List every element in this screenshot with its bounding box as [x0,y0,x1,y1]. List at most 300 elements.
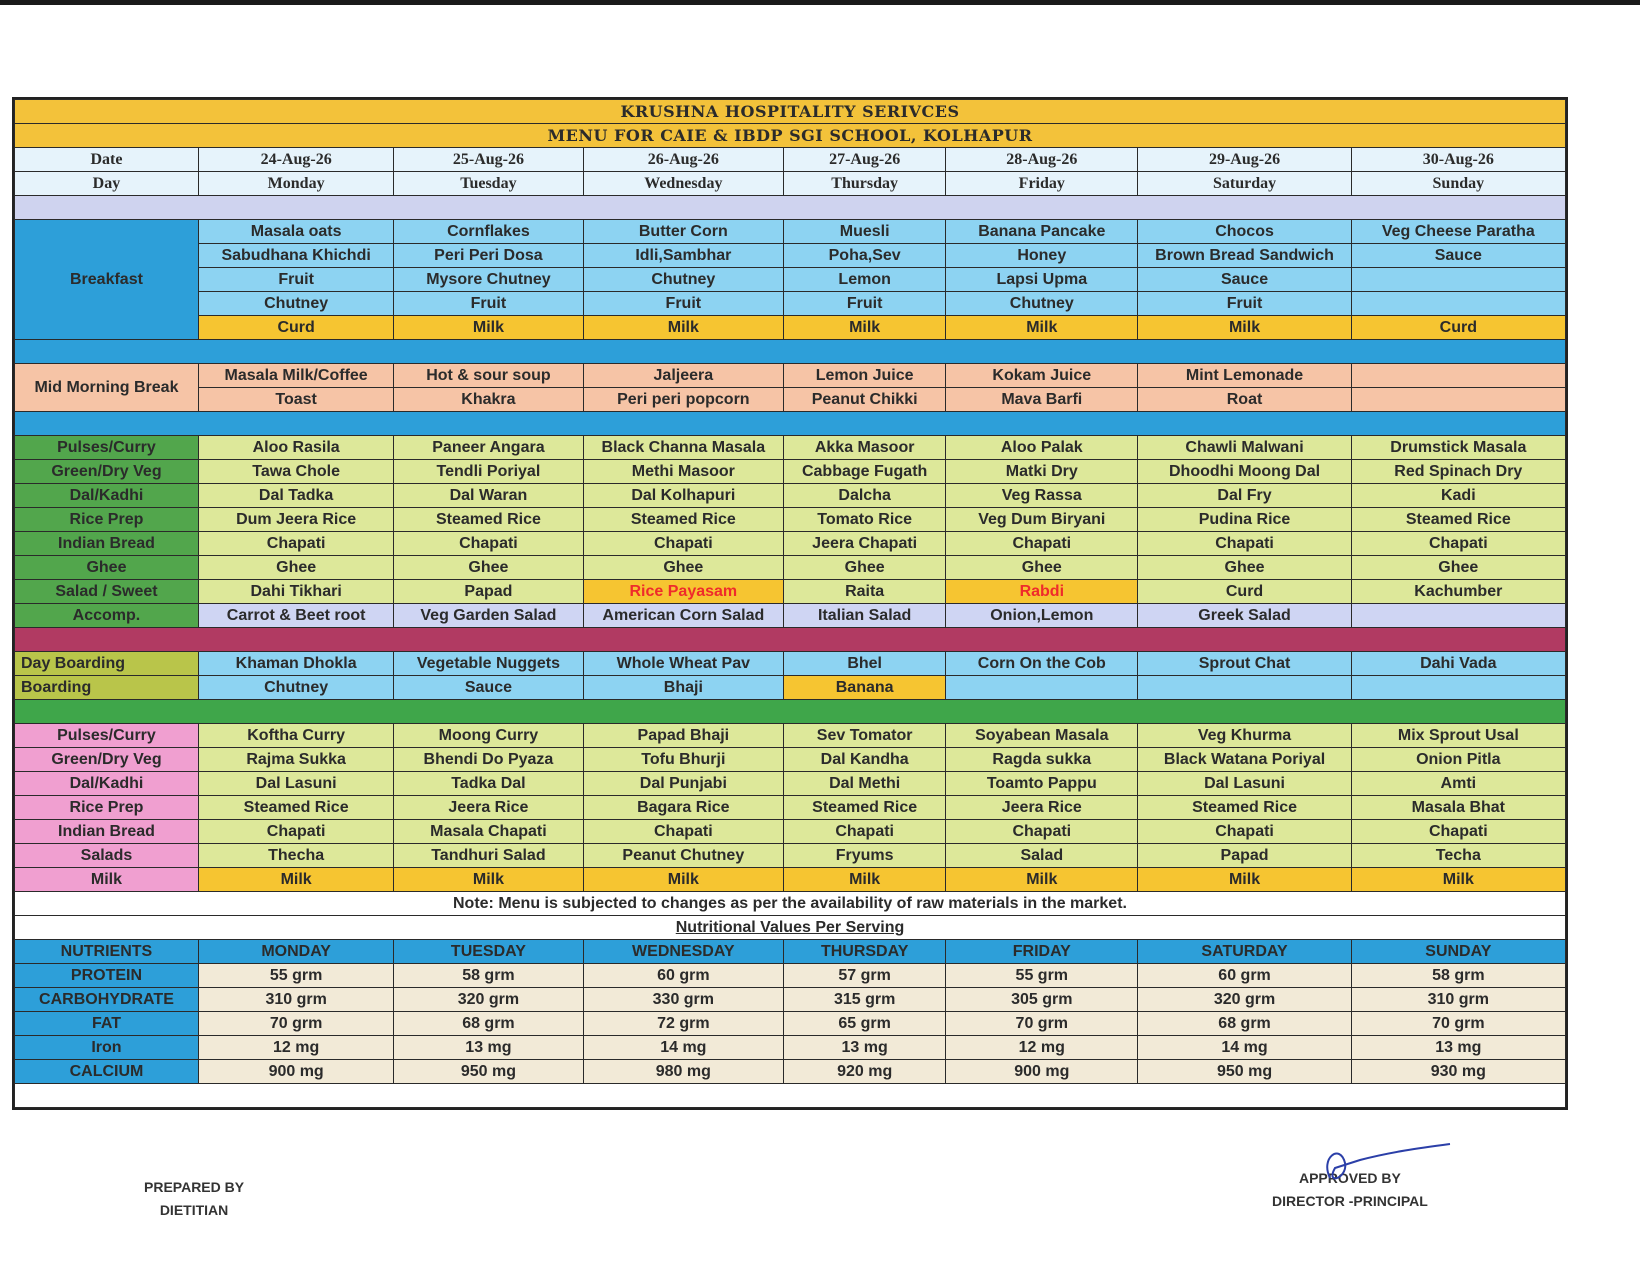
breakfast-item: Lemon [784,268,946,292]
breakfast-item: Muesli [784,220,946,244]
breakfast-item: Chutney [198,292,393,316]
lunch-label: Ghee [15,556,199,580]
lunch-label: Indian Bread [15,532,199,556]
nutrient-value: 920 mg [784,1060,946,1084]
snack-item [946,676,1138,700]
nutrient-value: 310 grm [1351,988,1565,1012]
day-cell: Monday [198,172,393,196]
lunch-item: Black Channa Masala [583,436,784,460]
breakfast-item: Masala oats [198,220,393,244]
lunch-item: Cabbage Fugath [784,460,946,484]
nutrient-value: 55 grm [198,964,393,988]
breakfast-item: Veg Cheese Paratha [1351,220,1565,244]
snack-item: Vegetable Nuggets [394,652,583,676]
dinner-label: Rice Prep [15,796,199,820]
nutrient-value: 320 grm [1138,988,1351,1012]
lunch-row [15,484,1566,508]
lunch-item: Curd [1138,580,1351,604]
dinner-item: Onion Pitla [1351,748,1565,772]
dinner-label: Salads [15,844,199,868]
breakfast-item: Cornflakes [394,220,583,244]
date-cell: 29-Aug-26 [1138,148,1351,172]
date-cell: 24-Aug-26 [198,148,393,172]
dinner-item: Tandhuri Salad [394,844,583,868]
nutrient-label: CARBOHYDRATE [15,988,199,1012]
nutrient-label: PROTEIN [15,964,199,988]
lunch-item [1351,604,1565,628]
mid-morning-row [15,364,1566,388]
date-cell: 25-Aug-26 [394,148,583,172]
section-divider [15,340,1566,364]
day-cell: Thursday [784,172,946,196]
nutrition-row [15,988,1566,1012]
snack-row [15,652,1566,676]
lunch-item: Steamed Rice [394,508,583,532]
lunch-row [15,460,1566,484]
mid-morning-item: Hot & sour soup [394,364,583,388]
section-divider [15,700,1566,724]
nutrient-value: 305 grm [946,988,1138,1012]
lunch-item: Dal Tadka [198,484,393,508]
dinner-item: Soyabean Masala [946,724,1138,748]
dinner-item: Bagara Rice [583,796,784,820]
mid-morning-item: Kokam Juice [946,364,1138,388]
day-cell: Friday [946,172,1138,196]
dinner-item: Chapati [946,820,1138,844]
dinner-item: Mix Sprout Usal [1351,724,1565,748]
lunch-item: American Corn Salad [583,604,784,628]
lunch-item: Tendli Poriyal [394,460,583,484]
dinner-row [15,868,1566,892]
nutrient-value: 900 mg [946,1060,1138,1084]
mid-morning-item: Peanut Chikki [784,388,946,412]
lunch-item: Matki Dry [946,460,1138,484]
lunch-item: Rice Payasam [583,580,784,604]
snack-item: Sprout Chat [1138,652,1351,676]
nutrition-day: MONDAY [198,940,393,964]
nutrient-value: 55 grm [946,964,1138,988]
lunch-item: Drumstick Masala [1351,436,1565,460]
dinner-item: Steamed Rice [1138,796,1351,820]
menu-table [14,99,1566,1108]
breakfast-item: Chocos [1138,220,1351,244]
dinner-item: Masala Chapati [394,820,583,844]
nutrition-row [15,1036,1566,1060]
lunch-label: Accomp. [15,604,199,628]
nutrient-value: 12 mg [198,1036,393,1060]
breakfast-item: Fruit [583,292,784,316]
lunch-item: Veg Dum Biryani [946,508,1138,532]
dinner-label: Milk [15,868,199,892]
lunch-item: Italian Salad [784,604,946,628]
nutrient-value: 57 grm [784,964,946,988]
dinner-item: Moong Curry [394,724,583,748]
approved-by-label: APPROVED BY [1298,1170,1401,1186]
dinner-item: Dal Lasuni [198,772,393,796]
dinner-item: Milk [946,868,1138,892]
nutrition-title: Nutritional Values Per Serving [15,916,1566,940]
approved-by-role: DIRECTOR -PRINCIPAL [1272,1193,1428,1209]
dinner-item: Dal Methi [784,772,946,796]
dinner-item: Veg Khurma [1138,724,1351,748]
lunch-label: Rice Prep [15,508,199,532]
breakfast-item: Curd [198,316,393,340]
dinner-item: Masala Bhat [1351,796,1565,820]
section-divider [15,196,1566,220]
breakfast-item: Idli,Sambhar [583,244,784,268]
nutrient-value: 60 grm [1138,964,1351,988]
mid-morning-item [1351,364,1565,388]
nutrition-day: WEDNESDAY [583,940,784,964]
lunch-item: Veg Rassa [946,484,1138,508]
nutrition-day: TUESDAY [394,940,583,964]
snack-item: Corn On the Cob [946,652,1138,676]
prepared-by [144,1176,244,1222]
dinner-item: Tofu Bhurji [583,748,784,772]
dinner-label: Green/Dry Veg [15,748,199,772]
breakfast-item: Fruit [394,292,583,316]
breakfast-label: Breakfast [15,220,199,340]
dinner-item: Black Watana Poriyal [1138,748,1351,772]
lunch-item: Raita [784,580,946,604]
menu-sheet [12,97,1568,1110]
lunch-item: Dum Jeera Rice [198,508,393,532]
lunch-item: Chapati [946,532,1138,556]
dinner-row [15,796,1566,820]
dinner-row [15,820,1566,844]
dinner-item: Dal Punjabi [583,772,784,796]
dinner-item: Chapati [583,820,784,844]
lunch-item: Tawa Chole [198,460,393,484]
nutrient-value: 13 mg [1351,1036,1565,1060]
nutrients-label: NUTRIENTS [15,940,199,964]
nutrient-value: 950 mg [1138,1060,1351,1084]
lunch-item: Kadi [1351,484,1565,508]
nutrient-value: 72 grm [583,1012,784,1036]
lunch-item: Akka Masoor [784,436,946,460]
mid-morning-item [1351,388,1565,412]
dinner-item: Dal Kandha [784,748,946,772]
lunch-item: Ghee [583,556,784,580]
scan-top-edge [0,0,1640,5]
lunch-item: Steamed Rice [583,508,784,532]
snack-item: Bhel [784,652,946,676]
day-label: Day [15,172,199,196]
nutrient-value: 330 grm [583,988,784,1012]
lunch-item: Rabdi [946,580,1138,604]
breakfast-item: Chutney [583,268,784,292]
mid-morning-label: Mid Morning Break [15,364,199,412]
nutrition-row [15,964,1566,988]
nutrient-value: 13 mg [394,1036,583,1060]
date-cell: 26-Aug-26 [583,148,784,172]
lunch-item: Veg Garden Salad [394,604,583,628]
prepared-by-role: DIETITIAN [159,1202,229,1218]
mid-morning-item: Khakra [394,388,583,412]
menu-note: Note: Menu is subjected to changes as per the availability of raw materials in the market. [15,892,1566,916]
dinner-item: Techa [1351,844,1565,868]
breakfast-row [15,268,1566,292]
breakfast-item: Peri Peri Dosa [394,244,583,268]
lunch-item: Chapati [198,532,393,556]
dinner-item: Chapati [784,820,946,844]
nutrient-value: 980 mg [583,1060,784,1084]
date-label: Date [15,148,199,172]
breakfast-item: Butter Corn [583,220,784,244]
nutrition-row [15,1012,1566,1036]
dinner-item: Steamed Rice [784,796,946,820]
dinner-row [15,844,1566,868]
lunch-item: Papad [394,580,583,604]
day-cell: Saturday [1138,172,1351,196]
nutrient-value: 315 grm [784,988,946,1012]
nutrient-value: 70 grm [946,1012,1138,1036]
lunch-item: Aloo Rasila [198,436,393,460]
dinner-item: Chapati [1138,820,1351,844]
breakfast-row [15,316,1566,340]
snack-item: Khaman Dhokla [198,652,393,676]
mid-morning-item: Mint Lemonade [1138,364,1351,388]
dinner-item: Bhendi Do Pyaza [394,748,583,772]
dinner-item: Papad Bhaji [583,724,784,748]
breakfast-row [15,220,1566,244]
signature-area [15,1084,1566,1108]
snack-row [15,676,1566,700]
lunch-item: Jeera Chapati [784,532,946,556]
nutrient-value: 68 grm [394,1012,583,1036]
dinner-label: Pulses/Curry [15,724,199,748]
lunch-item: Dal Kolhapuri [583,484,784,508]
dinner-item: Jeera Rice [394,796,583,820]
mid-morning-item: Peri peri popcorn [583,388,784,412]
lunch-item: Red Spinach Dry [1351,460,1565,484]
nutrient-value: 60 grm [583,964,784,988]
breakfast-item: Poha,Sev [784,244,946,268]
snack-item [1138,676,1351,700]
prepared-by-label: PREPARED BY [144,1179,245,1195]
nutrient-value: 13 mg [784,1036,946,1060]
dinner-item: Koftha Curry [198,724,393,748]
snack-label: Boarding [15,676,199,700]
snack-item: Dahi Vada [1351,652,1565,676]
nutrient-value: 70 grm [198,1012,393,1036]
breakfast-item: Sauce [1351,244,1565,268]
nutrient-label: CALCIUM [15,1060,199,1084]
dinner-item: Milk [198,868,393,892]
breakfast-item: Fruit [198,268,393,292]
nutrition-row [15,1060,1566,1084]
breakfast-item: Milk [394,316,583,340]
section-divider [15,412,1566,436]
lunch-item: Dal Waran [394,484,583,508]
dinner-item: Milk [394,868,583,892]
breakfast-item: Sabudhana Khichdi [198,244,393,268]
breakfast-item: Curd [1351,316,1565,340]
breakfast-item: Milk [1138,316,1351,340]
breakfast-item: Brown Bread Sandwich [1138,244,1351,268]
nutrition-day: SATURDAY [1138,940,1351,964]
snack-item: Banana [784,676,946,700]
lunch-item: Chawli Malwani [1138,436,1351,460]
dinner-item: Chapati [1351,820,1565,844]
lunch-item: Steamed Rice [1351,508,1565,532]
breakfast-item: Chutney [946,292,1138,316]
dinner-item: Salad [946,844,1138,868]
lunch-label: Salad / Sweet [15,580,199,604]
lunch-item: Chapati [394,532,583,556]
breakfast-item: Sauce [1138,268,1351,292]
lunch-item: Ghee [784,556,946,580]
dinner-item: Papad [1138,844,1351,868]
lunch-item: Ghee [394,556,583,580]
signature-mark [1300,1138,1460,1198]
lunch-row [15,436,1566,460]
nutrition-day: THURSDAY [784,940,946,964]
lunch-item: Tomato Rice [784,508,946,532]
lunch-label: Pulses/Curry [15,436,199,460]
dinner-item: Milk [1138,868,1351,892]
nutrient-value: 320 grm [394,988,583,1012]
lunch-label: Green/Dry Veg [15,460,199,484]
dinner-row [15,724,1566,748]
dinner-row [15,748,1566,772]
dinner-item: Milk [1351,868,1565,892]
dinner-item: Toamto Pappu [946,772,1138,796]
section-divider [15,628,1566,652]
snack-item [1351,676,1565,700]
lunch-item: Paneer Angara [394,436,583,460]
dinner-item: Milk [583,868,784,892]
company-title: KRUSHNA HOSPITALITY SERIVCES [15,100,1566,124]
lunch-item: Ghee [1138,556,1351,580]
nutrition-header [15,940,1566,964]
dinner-item: Amti [1351,772,1565,796]
dinner-item: Ragda sukka [946,748,1138,772]
lunch-row [15,604,1566,628]
mid-morning-item: Roat [1138,388,1351,412]
nutrient-value: 12 mg [946,1036,1138,1060]
day-cell: Wednesday [583,172,784,196]
breakfast-row [15,292,1566,316]
date-cell: 27-Aug-26 [784,148,946,172]
lunch-item: Greek Salad [1138,604,1351,628]
mid-morning-item: Jaljeera [583,364,784,388]
dinner-item: Fryums [784,844,946,868]
nutrient-value: 65 grm [784,1012,946,1036]
nutrient-value: 70 grm [1351,1012,1565,1036]
snack-item: Bhaji [583,676,784,700]
breakfast-row [15,244,1566,268]
mid-morning-item: Masala Milk/Coffee [198,364,393,388]
nutrient-label: Iron [15,1036,199,1060]
lunch-item: Chapati [1138,532,1351,556]
dinner-item: Sev Tomator [784,724,946,748]
lunch-row [15,580,1566,604]
breakfast-item: Mysore Chutney [394,268,583,292]
nutrient-value: 930 mg [1351,1060,1565,1084]
mid-morning-item: Mava Barfi [946,388,1138,412]
dinner-item: Thecha [198,844,393,868]
breakfast-item: Fruit [784,292,946,316]
breakfast-item [1351,268,1565,292]
dinner-item: Jeera Rice [946,796,1138,820]
date-cell: 30-Aug-26 [1351,148,1565,172]
breakfast-item: Milk [784,316,946,340]
dinner-label: Dal/Kadhi [15,772,199,796]
lunch-item: Ghee [946,556,1138,580]
nutrient-value: 58 grm [394,964,583,988]
nutrition-day: SUNDAY [1351,940,1565,964]
day-cell: Sunday [1351,172,1565,196]
date-cell: 28-Aug-26 [946,148,1138,172]
dinner-item: Rajma Sukka [198,748,393,772]
lunch-item: Dal Fry [1138,484,1351,508]
snack-label: Day Boarding [15,652,199,676]
lunch-item: Methi Masoor [583,460,784,484]
nutrient-label: FAT [15,1012,199,1036]
nutrient-value: 900 mg [198,1060,393,1084]
menu-subtitle: MENU FOR CAIE & IBDP SGI SCHOOL, KOLHAPUR [15,124,1566,148]
lunch-item: Kachumber [1351,580,1565,604]
dinner-row [15,772,1566,796]
nutrient-value: 14 mg [1138,1036,1351,1060]
breakfast-item: Milk [946,316,1138,340]
breakfast-item: Fruit [1138,292,1351,316]
lunch-item: Ghee [198,556,393,580]
dinner-item: Dal Lasuni [1138,772,1351,796]
nutrient-value: 310 grm [198,988,393,1012]
lunch-item: Pudina Rice [1138,508,1351,532]
lunch-item: Dahi Tikhari [198,580,393,604]
dinner-item: Milk [784,868,946,892]
dinner-item: Chapati [198,820,393,844]
nutrient-value: 14 mg [583,1036,784,1060]
day-cell: Tuesday [394,172,583,196]
breakfast-item [1351,292,1565,316]
lunch-item: Dalcha [784,484,946,508]
dinner-item: Peanut Chutney [583,844,784,868]
lunch-row [15,532,1566,556]
breakfast-item: Lapsi Upma [946,268,1138,292]
snack-item: Whole Wheat Pav [583,652,784,676]
lunch-label: Dal/Kadhi [15,484,199,508]
lunch-row [15,556,1566,580]
nutrition-day: FRIDAY [946,940,1138,964]
breakfast-item: Milk [583,316,784,340]
snack-item: Chutney [198,676,393,700]
mid-morning-item: Lemon Juice [784,364,946,388]
lunch-item: Aloo Palak [946,436,1138,460]
breakfast-item: Honey [946,244,1138,268]
lunch-item: Chapati [1351,532,1565,556]
nutrient-value: 68 grm [1138,1012,1351,1036]
lunch-item: Chapati [583,532,784,556]
mid-morning-item: Toast [198,388,393,412]
lunch-item: Onion,Lemon [946,604,1138,628]
snack-item: Sauce [394,676,583,700]
lunch-item: Carrot & Beet root [198,604,393,628]
dinner-label: Indian Bread [15,820,199,844]
nutrient-value: 950 mg [394,1060,583,1084]
breakfast-item: Banana Pancake [946,220,1138,244]
lunch-item: Ghee [1351,556,1565,580]
dinner-item: Tadka Dal [394,772,583,796]
lunch-row [15,508,1566,532]
lunch-item: Dhoodhi Moong Dal [1138,460,1351,484]
nutrient-value: 58 grm [1351,964,1565,988]
mid-morning-row [15,388,1566,412]
dinner-item: Steamed Rice [198,796,393,820]
